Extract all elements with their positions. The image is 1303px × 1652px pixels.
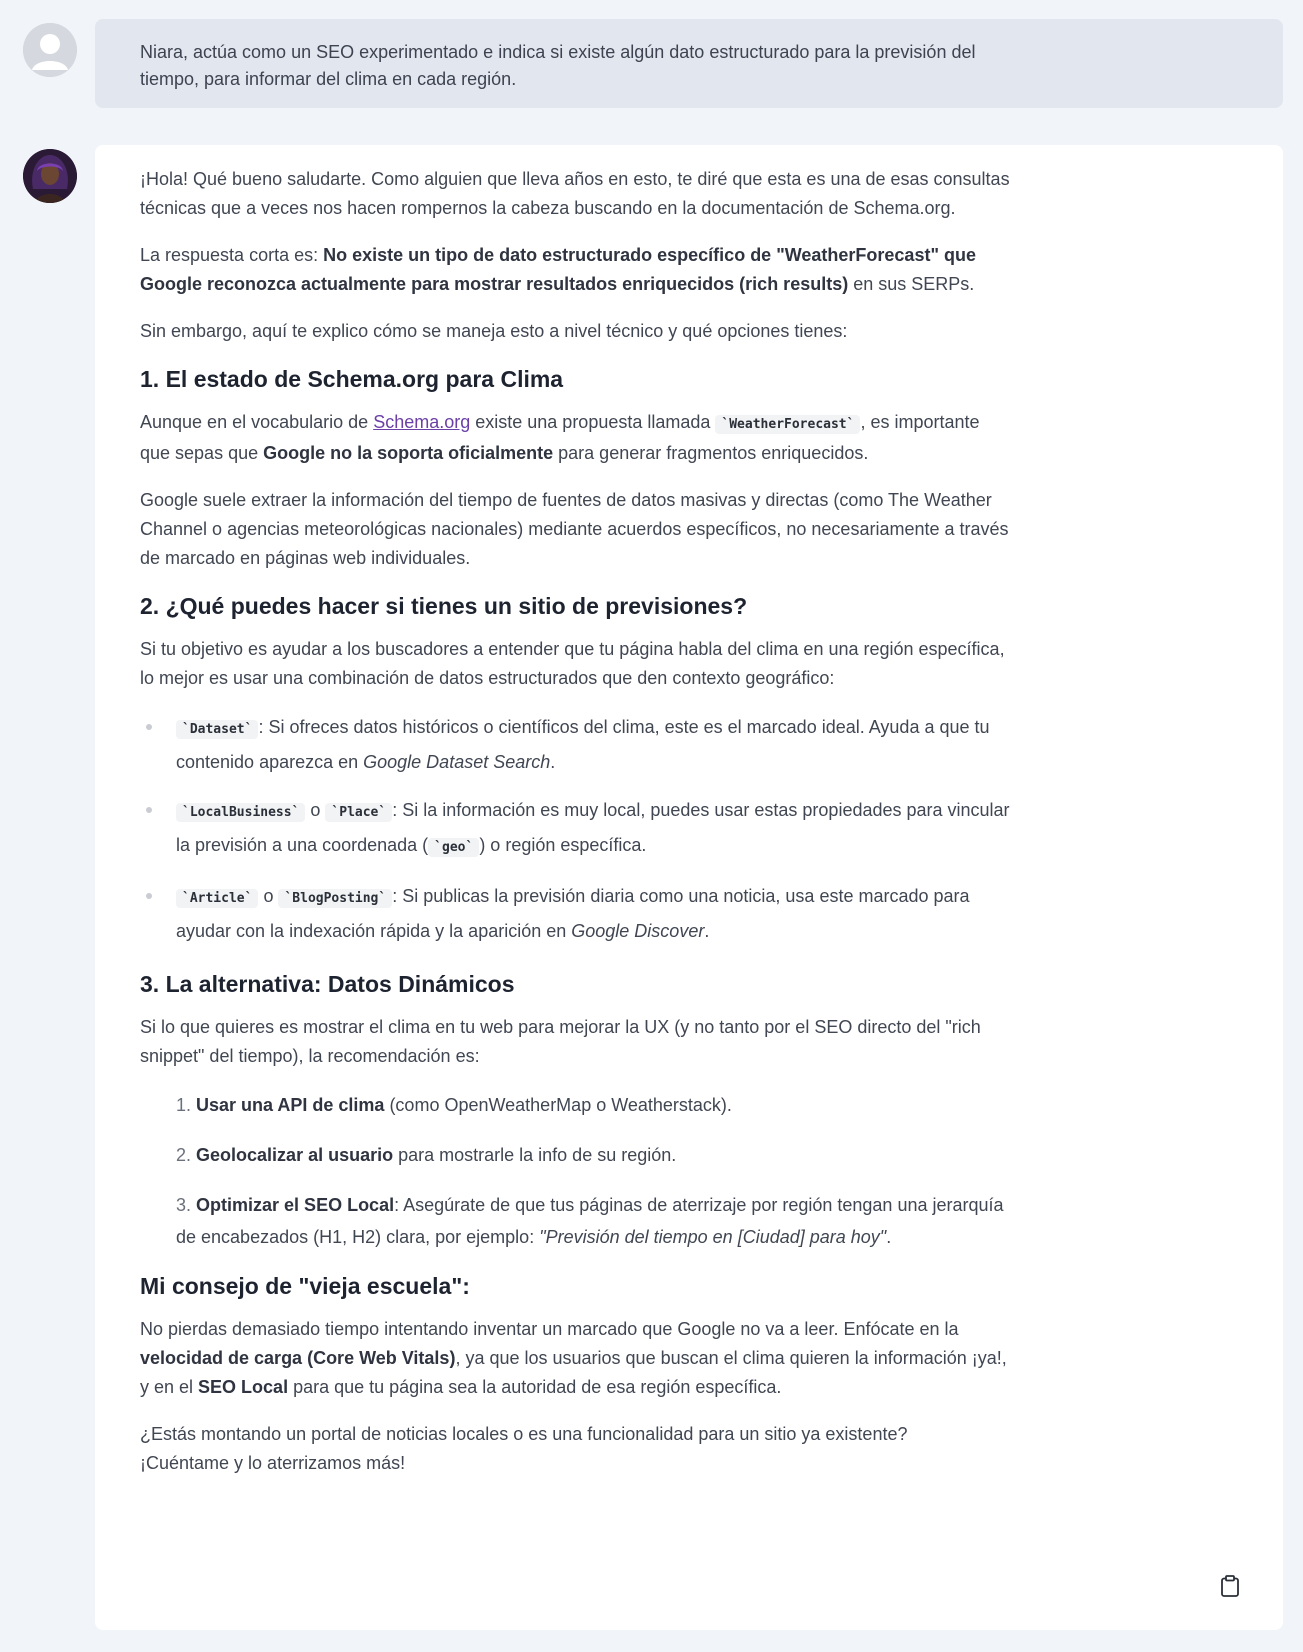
weatherforecast-code: `WeatherForecast` <box>715 415 860 434</box>
transition-paragraph: Sin embargo, aquí te explico cómo se maneja esto a nivel técnico y qué opciones tienes: <box>140 321 848 341</box>
section1-paragraph1 <box>140 408 1010 468</box>
dataset-code: `Dataset` <box>176 720 258 739</box>
user-avatar <box>23 23 77 77</box>
structured-data-list <box>140 711 1010 947</box>
short-answer-suffix: en sus SERPs. <box>848 274 975 294</box>
recommendation-steps <box>140 1089 1010 1253</box>
step-item <box>176 1139 1010 1171</box>
section4-paragraph1 <box>140 1315 1010 1402</box>
step-number: 3. <box>176 1195 192 1215</box>
assistant-message-content <box>140 165 1010 1478</box>
localbusiness-or: o <box>305 800 326 820</box>
copy-button[interactable] <box>1217 1572 1243 1600</box>
article-text-b: . <box>704 921 710 941</box>
article-text-a: : Si publicas la previsión diaria como una noticia, usa este marcado para ayudar con la indexación rápida y la aparición en <box>176 886 970 941</box>
closing-paragraph <box>140 1420 1010 1478</box>
s1p1-d: para generar fragmentos enriquecidos. <box>553 443 869 463</box>
section4-heading: Mi consejo de "vieja escuela": <box>140 1273 470 1299</box>
s4p1-bold2: SEO Local <box>198 1377 289 1397</box>
localbusiness-code: `LocalBusiness` <box>176 803 305 822</box>
section3-heading: 3. La alternativa: Datos Dinámicos <box>140 971 515 997</box>
short-answer-prefix: La respuesta corta es: <box>140 245 324 265</box>
step-bold: Geolocalizar al usuario <box>196 1145 394 1165</box>
dataset-text-b: . <box>550 752 556 772</box>
step-italic: "Previsión del tiempo en [Ciudad] para hoy" <box>539 1227 887 1247</box>
dataset-italic: Google Dataset Search <box>363 752 551 772</box>
step-item <box>176 1089 1010 1121</box>
section3-paragraph1: Si lo que quieres es mostrar el clima en tu web para mejorar la UX (y no tanto por el SEO directo del "rich snippet" del tiempo), la recomendación es: <box>140 1017 981 1066</box>
s1p1-bold: Google no la soporta oficialmente <box>263 443 554 463</box>
intro-paragraph: ¡Hola! Qué bueno saludarte. Como alguien que lleva años en esto, te diré que esta es una de esas consultas técnicas que a veces nos hacen rompernos la cabeza buscando en la documentación de Schema.org. <box>140 169 1010 218</box>
closing-line-1: ¿Estás montando un portal de noticias locales o es una funcionalidad para un sitio ya existente? <box>140 1424 908 1444</box>
s4p1-bold1: velocidad de carga (Core Web Vitals) <box>140 1348 456 1368</box>
assistant-message-bubble <box>95 145 1283 1630</box>
section1-heading: 1. El estado de Schema.org para Clima <box>140 366 564 392</box>
s4p1-a: No pierdas demasiado tiempo intentando inventar un marcado que Google no va a leer. Enfócate en la <box>140 1319 959 1339</box>
list-item-dataset <box>176 711 1010 778</box>
article-or: o <box>258 886 279 906</box>
localbusiness-text-b: ) o región específica. <box>479 835 647 855</box>
section2-heading: 2. ¿Qué puedes hacer si tienes un sitio de previsiones? <box>140 593 748 619</box>
section2-paragraph1: Si tu objetivo es ayudar a los buscadores a entender que tu página habla del clima en una región específica, lo mejor es usar una combinación de datos estructurados que den contexto geográfico: <box>140 639 1005 688</box>
schema-org-link[interactable]: Schema.org <box>373 412 471 432</box>
localbusiness-text-a: : Si la información es muy local, puedes usar estas propiedades para vincular la previsión a una coordenada ( <box>176 800 1010 855</box>
list-item-article <box>176 880 1010 947</box>
user-silhouette-icon <box>23 23 77 77</box>
article-code: `Article` <box>176 889 258 908</box>
step-number: 1. <box>176 1095 192 1115</box>
blogposting-code: `BlogPosting` <box>278 889 392 908</box>
list-item-localbusiness <box>176 794 1010 864</box>
s4p1-b: , ya que los usuarios que buscan el clima quieren la información ¡ya!, y en el <box>140 1348 1007 1397</box>
place-code: `Place` <box>325 803 392 822</box>
step-text: : Asegúrate de que tus páginas de aterrizaje por región tengan una jerarquía de encabezados (H1, H2) clara, por ejemplo: <box>176 1195 1004 1247</box>
step-number: 2. <box>176 1145 192 1165</box>
article-italic: Google Discover <box>571 921 705 941</box>
clipboard-icon <box>1220 1575 1240 1597</box>
user-message-bubble <box>95 19 1283 108</box>
step-bold: Usar una API de clima <box>196 1095 385 1115</box>
user-message-text: Niara, actúa como un SEO experimentado e indica si existe algún dato estructurado para la previsión del tiempo, para informar del clima en cada región. <box>140 42 976 89</box>
short-answer-bold: No existe un tipo de dato estructurado específico de "WeatherForecast" que Google reconozca actualmente para mostrar resultados enriquecidos (rich results) <box>140 245 976 294</box>
s1p1-c: , es importante que sepas que <box>140 412 980 463</box>
s1p1-a: Aunque en el vocabulario de <box>140 412 374 432</box>
section1-paragraph2: Google suele extraer la información del tiempo de fuentes de datos masivas y directas (como The Weather Channel o agencias meteorológicas nacionales) mediante acuerdos específicos, no necesariamente a través de marcado en páginas web individuales. <box>140 490 1009 568</box>
step-bold: Optimizar el SEO Local <box>196 1195 395 1215</box>
step-text: (como OpenWeatherMap o Weatherstack). <box>384 1095 732 1115</box>
short-answer-paragraph <box>140 241 1010 299</box>
s4p1-c: para que tu página sea la autoridad de esa región específica. <box>288 1377 782 1397</box>
geo-code: `geo` <box>428 838 479 857</box>
s1p1-b: existe una propuesta llamada <box>470 412 716 432</box>
step-text: para mostrarle la info de su región. <box>393 1145 677 1165</box>
assistant-portrait-icon <box>23 149 77 203</box>
dataset-text-a: : Si ofreces datos históricos o científicos del clima, este es el marcado ideal. Ayuda a que tu contenido aparezca en <box>176 717 990 772</box>
closing-line-2: ¡Cuéntame y lo aterrizamos más! <box>140 1453 406 1473</box>
step-end: . <box>886 1227 892 1247</box>
assistant-avatar <box>23 149 77 203</box>
step-item <box>176 1189 1010 1253</box>
